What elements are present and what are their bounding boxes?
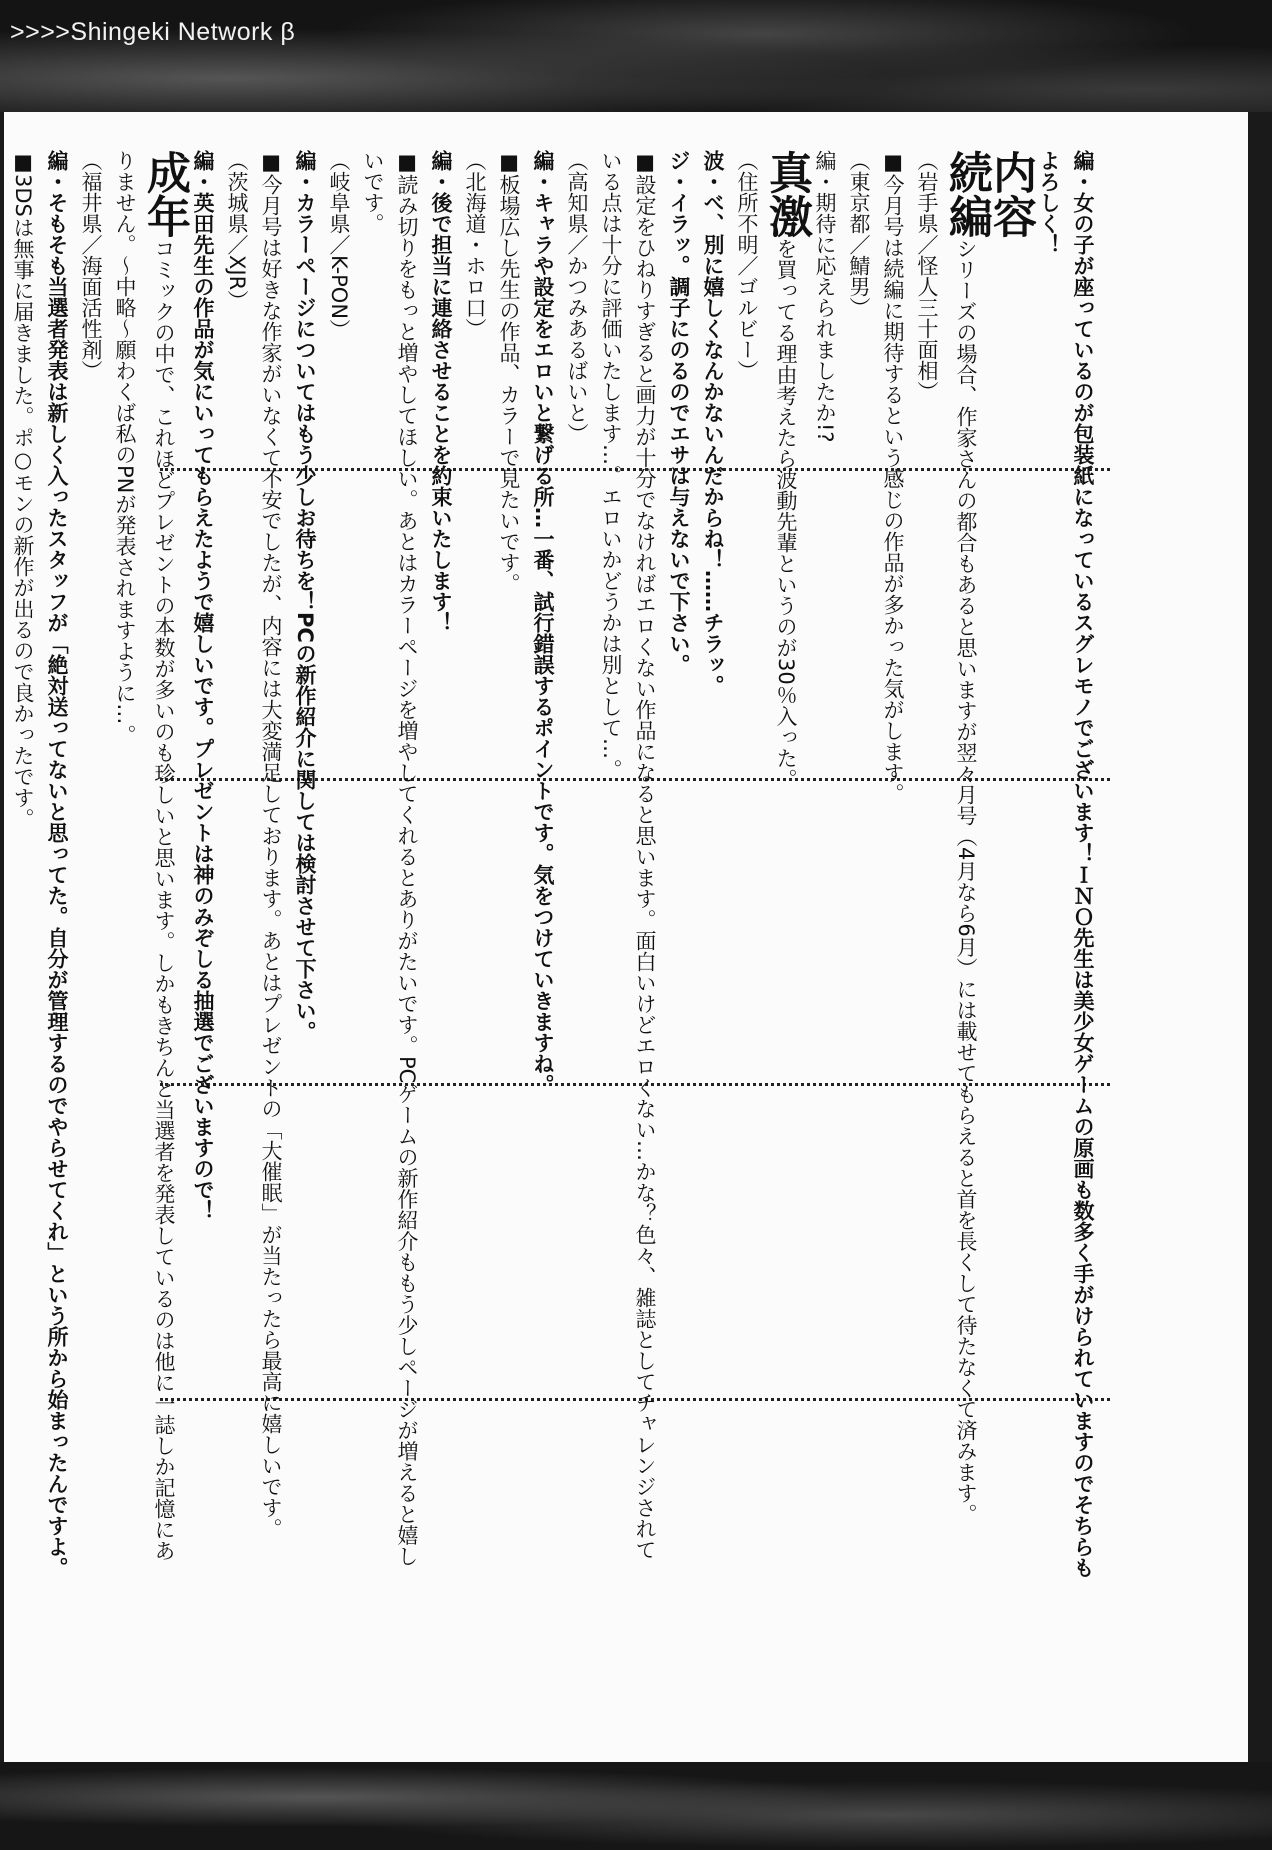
- letter-sender: （福井県／海面活性剤）: [79, 150, 103, 381]
- reader-letter: ■今月号は続編に期待するという感じの作品が多かった気がします。: [881, 150, 905, 804]
- reader-letter: ■設定をひねりすぎると画力が十分でなければエロくない作品になると思います。面白いけどエロくない…かな？色々、雑誌としてチャレンジされている点は十分に評価いたします…。エロいかどうかは別として…。: [599, 150, 657, 1560]
- section-heading: 内容: [985, 150, 1036, 238]
- footer-band: [0, 1762, 1272, 1850]
- keyword-heading: 続編: [941, 150, 992, 238]
- editor-reply: 編・期待に応えられましたか!?: [813, 150, 837, 443]
- reader-letter: ■今月号は好きな作家がいなくて不安でしたが、内容には大変満足しております。あとはプレゼントの「大催眠」が当たったら最高に嬉しいです。: [259, 150, 283, 1539]
- keyword-heading: 真激: [761, 150, 812, 238]
- letter-sender: （北海道・ホロ口）: [463, 150, 487, 339]
- editor-reply: 編・英田先生の作品が気にいってもらえたようで嬉しいです。プレゼントは神のみぞしる抽選でございますので！: [191, 150, 215, 1221]
- letter-sender: [0, 150, 6, 1580]
- header-title: >>>>Shingeki Network β: [10, 18, 296, 46]
- editor-reply: 編・後で担当に連絡させることを約束いたします！: [429, 150, 453, 633]
- reader-letter: ■3DSは無事に届きました。ポ○モンの新作が出るので良かったです。: [11, 150, 35, 829]
- keyword-heading: 成年: [139, 150, 190, 238]
- reader-letter: シリーズの場合、作家さんの都合もあると思いますが翌々月号（4月なら6月）には載せてもらえると首を長くして待たなくて済みます。: [954, 238, 978, 1525]
- reader-letter: を買ってる理由考えたら波動先輩というのが30％入った。: [774, 238, 798, 790]
- header-band: [0, 0, 1272, 112]
- letter-sender: （茨城県／XJR）: [225, 150, 249, 312]
- letter-sender: （岐阜県／K-PON）: [327, 150, 351, 341]
- editor-reply: 編・女の子が座っているのが包装紙になっているスグレモノでございます！ＩＮＯ先生は美少女ゲームの原画も数多く手がけられていますのでそちらもよろしく！: [1037, 150, 1095, 1578]
- letters-column: [11, 150, 1100, 1580]
- letter-sender: （岩手県／怪人三十面相）: [915, 150, 939, 402]
- editor-reply: 波・べ、別に嬉しくなんかないんだからね！……チラッ。: [701, 150, 725, 696]
- letter-sender: （東京都／鯖男）: [847, 150, 871, 318]
- letter-sender: （住所不明／ゴルビー）: [735, 150, 759, 381]
- reader-letter: コミックの中で、これほどプレゼントの本数が多いのも珍しいと思います。しかもきちんと当選者を発表しているのは他に一誌しか記憶にありません。～中略～願わくば私のPNが発表されますように…。: [113, 150, 176, 1561]
- editor-reply: 編・カラーページについてはもう少しお待ちを！PCの新作紹介に関しては検討させて下さい。: [293, 150, 317, 1042]
- editor-reply: ジ・イラッ。調子にのるのでエサは与えないで下さい。: [667, 150, 691, 675]
- editor-reply: 編・キャラや設定をエロいと繋げる所…一番、試行錯誤するポイントです。気をつけていきますね。: [531, 150, 555, 1095]
- letter-sender: （高知県／かつみあるばいと）: [565, 150, 589, 444]
- reader-letter: ■板場広し先生の作品、カラーで見たいです。: [497, 150, 521, 594]
- editor-reply: 編・そもそも当選者発表は新しく入ったスタッフが「絶対送ってないと思ってた。自分が管理するのでやらせてくれ」という所から始まったんですよ。: [45, 150, 69, 1578]
- reader-letter: ■読み切りをもっと増やしてほしい。あとはカラーページを増やしてくれるとありがたいです。PCゲームの新作紹介ももう少しページが増えると嬉しいです。: [361, 150, 419, 1567]
